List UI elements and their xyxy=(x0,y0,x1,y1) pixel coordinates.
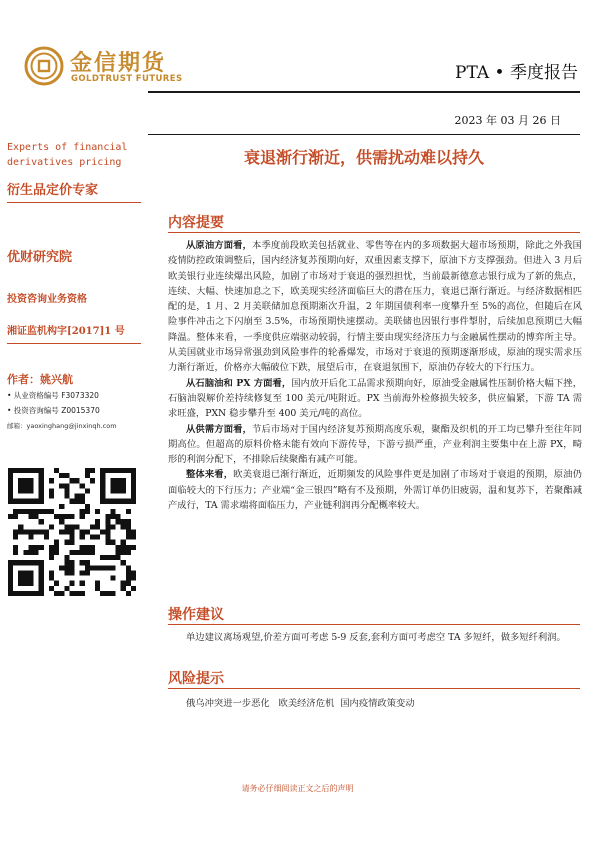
paragraph-lead: 从石脑油和 PX 方面看， xyxy=(186,377,292,389)
paragraph-text: 本季度前段欧美包括就业、零售等在内的多项数据大超市场预期，除此之外我国疫情防控政策调整后，国内经济复苏预期向好，双重因素支撑下，原油下方支撑强劲。但进入 3 月后欧美银行业连续爆出风险，加剧了市场对于衰退的强烈担忧，当前最新德意志银行成为了新的焦点，连续、大幅、快速加息之下，欧美现实经济面临巨大的潜在压力，衰退已渐行渐近。与经济数据相匹配的是，1 月、2 月美联储加息预期渐次升温，2 年期国债利率一度攀升至 5%的高位，但随后在风险事件冲击之下闪崩至 3.5%，市场预期快速摆动。美联储也因银行事件掣肘，后续加息预期已大幅降温。整体来看，一季度供应端驱动较弱，行情主要由现实经济压力与金融属性摆动的博弈所主导。从美国就业市场异常强劲到风险事件的轮番爆发，市场对于衰退的预期逐渐形成，原油的现实需求压力渐行渐近，价格亦大幅破位下跌，展望后市，在衰退氛围下，原油仍存较大的下行压力。 xyxy=(168,240,582,374)
author-name: 作者：姚兴航 xyxy=(7,373,73,386)
author-email: 邮箱：yaoxinghang@jinxinqh.com xyxy=(7,422,117,430)
advice-text: 单边建议离场观望,价差方面可考虑 5-9 反套,套利方面可考虑空 TA 多短纤，做多短纤利润。 xyxy=(186,632,566,643)
sidebar xyxy=(0,134,141,841)
advice-heading-rule xyxy=(168,624,580,625)
advice-heading: 操作建议 xyxy=(168,607,224,623)
header-divider xyxy=(148,91,580,93)
qualification: 投资咨询业务资格 xyxy=(7,294,87,305)
consulting-license: • 投资咨询编号 Z0015370 xyxy=(7,406,100,415)
summary-paragraph xyxy=(168,422,582,468)
summary-paragraph xyxy=(168,376,582,422)
report-type: PTA • 季度报告 xyxy=(455,63,578,83)
paragraph-text: 欧美衰退已渐行渐近，近期频发的风险事件更是加剧了市场对于衰退的预期，原油仍面临较大的下行压力；产业端“金三银四”略有不及预期，外需订单仍旧疲弱，温和复苏下，若聚酯减产成行，TA 需求端将面临压力，产业链利润再分配概率较大。 xyxy=(168,469,582,512)
paragraph-text: 节后市场对于国内经济复苏预期高度乐观，聚酯及织机的开工均已攀升至往年同期高位。但超高的原料价格未能有效向下游传导，下游亏损严重，产业利润主要集中在上游 PX，畸形的利润分配下，不排除后续聚酯有减产可能。 xyxy=(168,423,582,466)
brand-name-en: GOLDTRUST FUTURES xyxy=(71,74,183,84)
sidebar-divider xyxy=(7,202,141,203)
risk-heading-rule xyxy=(168,688,580,689)
report-title: 衰退渐行渐近，供需扰动难以持久 xyxy=(243,148,484,167)
title-divider xyxy=(148,134,580,135)
risk-text: 俄乌冲突进一步恶化 欧美经济危机 国内疫情政策变动 xyxy=(186,698,415,709)
institute-name: 优财研究院 xyxy=(7,250,73,265)
paragraph-lead: 从原油方面看， xyxy=(186,240,253,251)
paragraph-lead: 整体来看， xyxy=(186,469,234,481)
paragraph-lead: 从供需方面看， xyxy=(186,423,253,435)
summary-paragraph xyxy=(168,238,582,376)
summary-heading-rule xyxy=(168,232,580,233)
brand-name-cn: 金信期货 xyxy=(70,51,167,76)
disclaimer-note: 请务必仔细阅读正文之后的声明 xyxy=(241,784,354,793)
license-number: 湘证监机构字[2017]1 号 xyxy=(7,326,125,337)
report-date: 2023 年 03 月 26 日 xyxy=(454,114,561,127)
sidebar-divider xyxy=(7,343,141,344)
tagline-cn: 衍生品定价专家 xyxy=(7,183,99,198)
summary-body xyxy=(168,238,582,513)
paragraph-text: 国内放开后化工品需求预期向好，原油受金融属性压制价格大幅下挫，石脑油裂解价差持续修复至 100 美元/吨附近。PX 当前海外检修损失较多，供应偏紧，下游 TA 需求旺盛，PXN 稳步攀升至 400 美元/吨的高位。 xyxy=(168,377,582,420)
tagline-en: Experts of financial derivatives pricing xyxy=(7,142,128,168)
qr-code-icon xyxy=(8,468,136,596)
coin-logo-icon xyxy=(24,46,64,86)
company-logo xyxy=(24,44,184,90)
practice-license: • 从业资格编号 F3073320 xyxy=(7,391,99,400)
summary-paragraph xyxy=(168,467,582,513)
risk-heading: 风险提示 xyxy=(168,671,224,687)
summary-heading: 内容提要 xyxy=(168,215,224,231)
advice-body xyxy=(168,630,582,645)
risk-body xyxy=(168,696,582,711)
